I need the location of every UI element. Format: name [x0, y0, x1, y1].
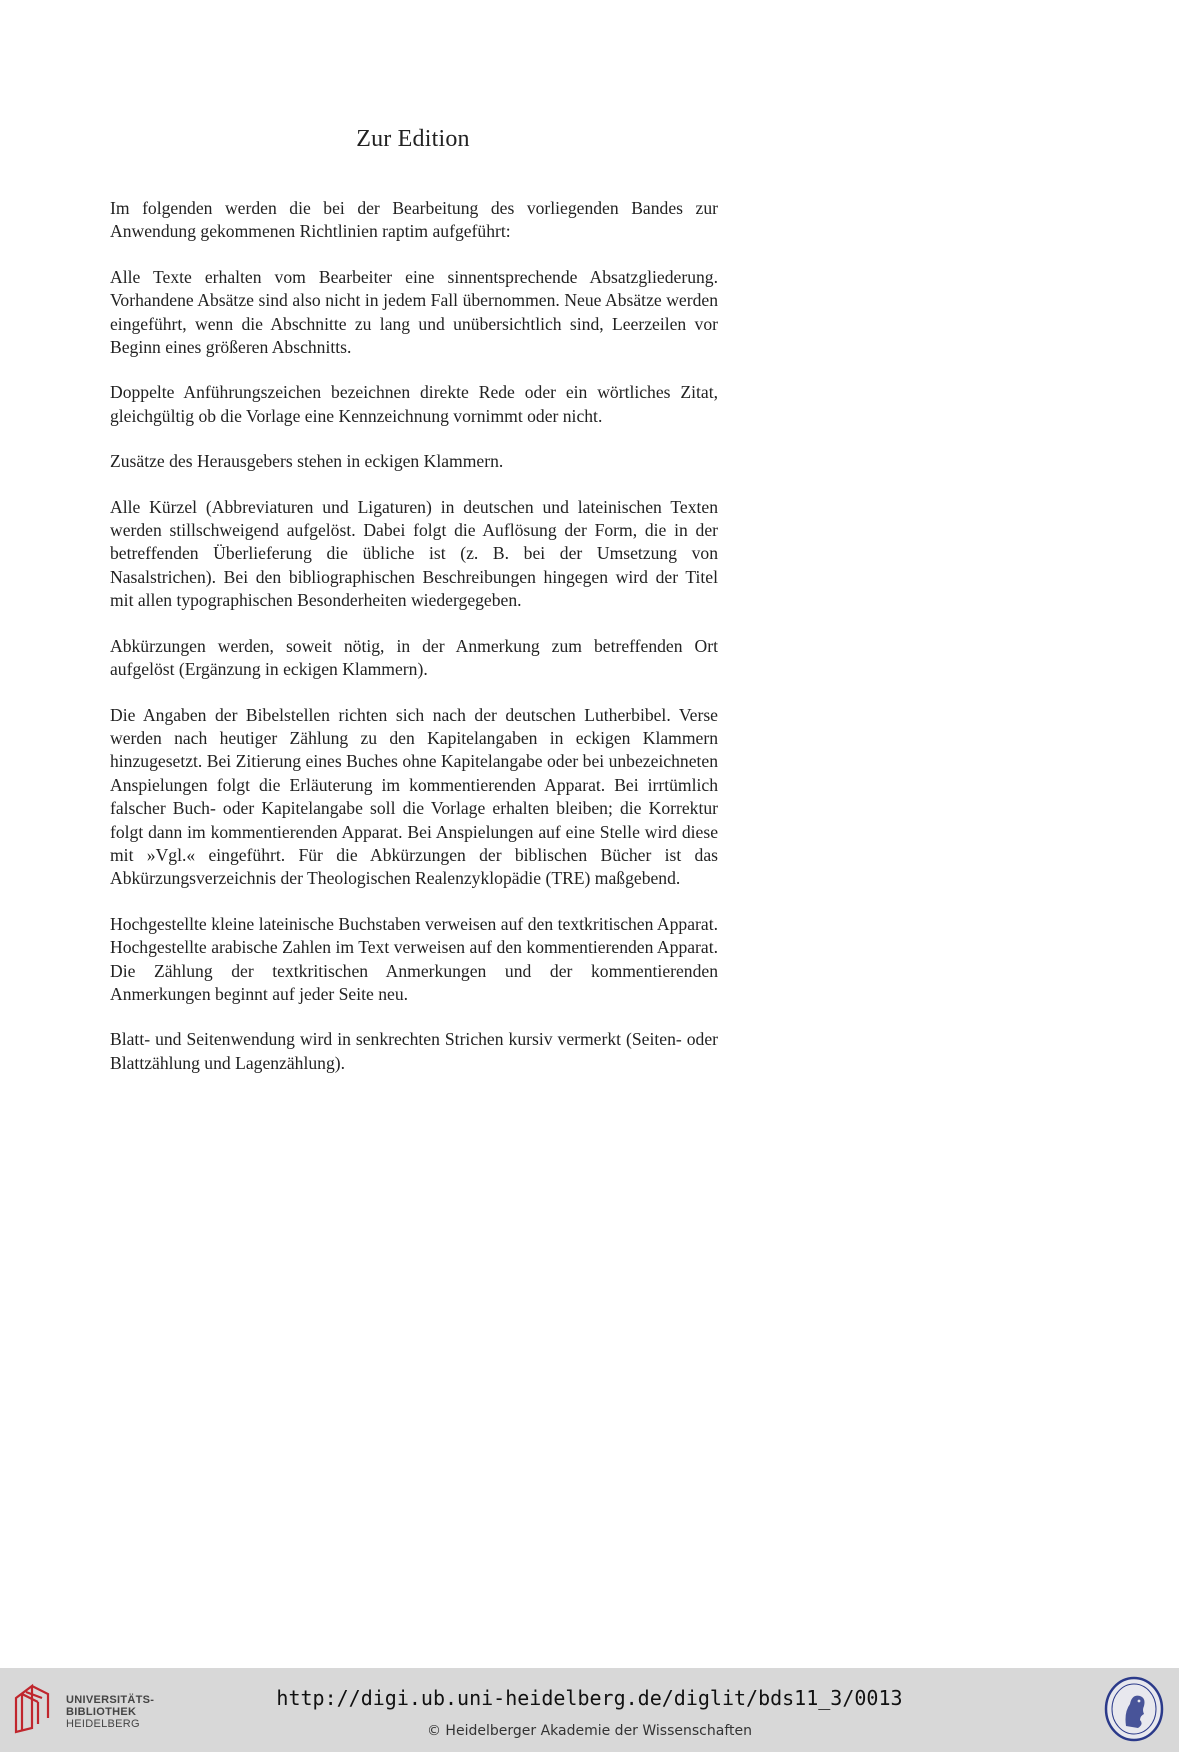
- paragraph-bibelstellen: Die Angaben der Bibelstellen richten sich nach der deutschen Lutherbibel. Verse werden nach heutiger Zählung zu den Kapitelangaben in eckigen Klammern hinzugesetzt. Bei Zitierung eines Buches ohne Kapitelangabe oder bei unbezeichneten Anspielungen folgt die Erläuterung im kommentierenden Apparat. Bei irrtümlich falscher Buch- oder Kapitelangabe soll die Vorlage erhalten bleiben; die Korrektur folgt dann im kommentierenden Apparat. Bei Anspielungen auf eine Stelle wird diese mit »Vgl.« eingeführt. Für die Abkürzungen der biblischen Bücher ist das Abkürzungsverzeichnis der Theologischen Realenzyklopädie (TRE) maßgebend.: [110, 704, 718, 889]
- permalink-url[interactable]: http://digi.ub.uni-heidelberg.de/diglit/bds11_3/0013: [276, 1686, 903, 1710]
- university-seal-icon: [1104, 1676, 1164, 1742]
- paragraph-anfuehrungszeichen: Doppelte Anführungszeichen bezeichnen direkte Rede oder ein wörtliches Zitat, gleichgültig ob die Vorlage eine Kennzeichnung vornimmt oder nicht.: [110, 382, 718, 426]
- paragraph-intro: Im folgenden werden die bei der Bearbeitung des vorliegenden Bandes zur Anwendung gekommenen Richtlinien raptim aufgeführt:: [110, 198, 718, 242]
- footer-bar: [0, 1668, 1179, 1752]
- page-title: Zur Edition: [356, 126, 470, 152]
- copyright-notice: © Heidelberger Akademie der Wissenschaften: [426, 1723, 752, 1739]
- paragraph-absatzgliederung: Alle Texte erhalten vom Bearbeiter eine sinnentsprechende Absatzgliederung. Vorhandene Absätze sind also nicht in jedem Fall übernommen. Neue Absätze werden eingeführt, wenn die Abschnitte zu lang und unübersichtlich sind, Leerzeilen vor Beginn eines größeren Abschnitts.: [110, 266, 718, 358]
- paragraph-zusaetze: Zusätze des Herausgebers stehen in eckigen Klammern.: [110, 451, 504, 472]
- document-body: [110, 197, 718, 1097]
- university-seal: [1104, 1676, 1164, 1742]
- logo-line-2: BIBLIOTHEK: [66, 1706, 137, 1718]
- logo-line-1: UNIVERSITÄTS-: [66, 1694, 155, 1706]
- paragraph-hochgestellte: Hochgestellte kleine lateinische Buchstaben verweisen auf den textkritischen Apparat. Hochgestellte arabische Zahlen im Text verweisen auf den kommentierenden Apparat. Die Zählung der textkritischen Anmerkungen und der kommentierenden Anmerkungen beginnt auf jeder Seite neu.: [110, 913, 718, 1004]
- paragraph-kuerzel: Alle Kürzel (Abbreviaturen und Ligaturen) in deutschen und lateinischen Texten werden stillschweigend aufgelöst. Dabei folgt die Auflösung der Form, die in der betreffenden Überlieferung die übliche ist (z. B. bei der Umsetzung von Nasalstrichen). Bei den bibliographischen Beschreibungen hingegen wird der Titel mit allen typographischen Besonderheiten wiedergegeben.: [110, 496, 718, 611]
- logo-line-3: HEIDELBERG: [66, 1718, 140, 1730]
- paragraph-abkuerzungen: Abkürzungen werden, soweit nötig, in der Anmerkung zum betreffenden Ort aufgelöst (Ergänzung in eckigen Klammern).: [110, 635, 718, 680]
- paragraph-blattwendung: Blatt- und Seitenwendung wird in senkrechten Strichen kursiv vermerkt (Seiten- oder Blattzählung und Lagenzählung).: [110, 1029, 718, 1073]
